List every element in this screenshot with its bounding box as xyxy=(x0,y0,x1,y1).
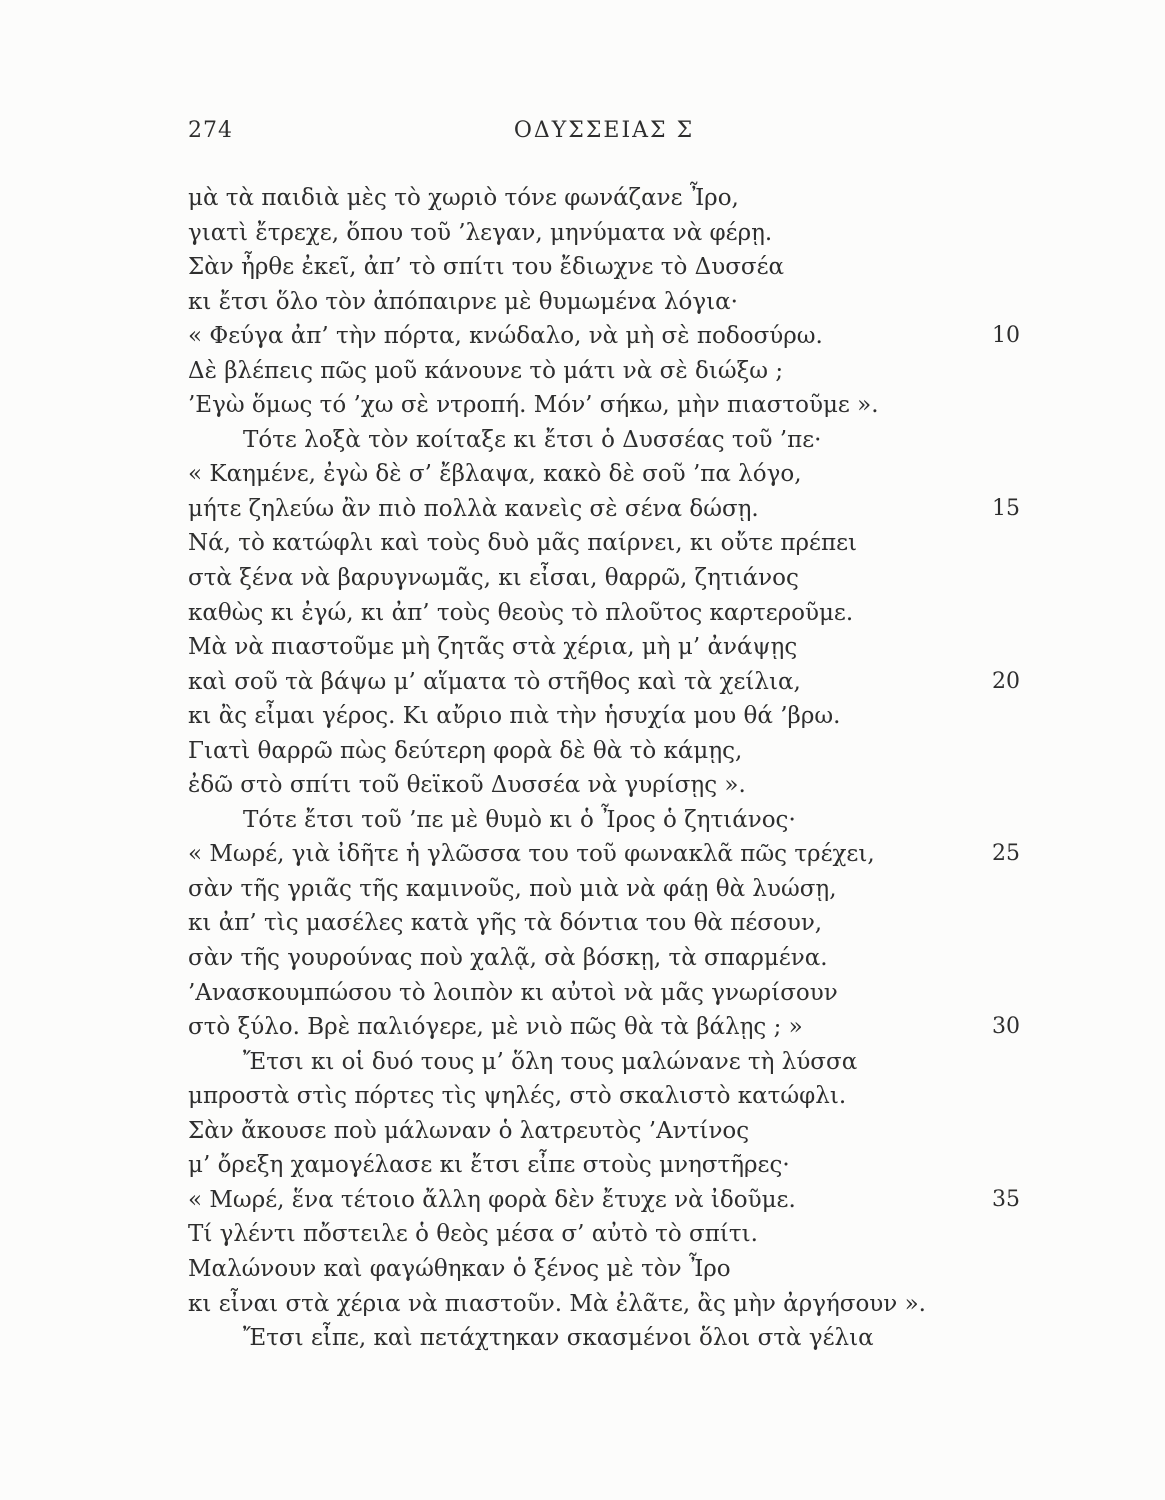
verse-text: μ’ ὄρεξη χαμογέλασε κι ἔτσι εἶπε στοὺς μνηστῆρες· xyxy=(188,1152,790,1179)
verse-line xyxy=(188,250,1020,285)
verse-text: Ἔτσι κι οἱ δυό τους μ’ ὅλη τους μαλώνανε τὴ λύσσα xyxy=(243,1048,858,1075)
verse-line xyxy=(188,1217,1020,1252)
verse-line xyxy=(188,492,1020,527)
verse-text: « Μωρέ, γιὰ ἰδῆτε ἡ γλῶσσα του τοῦ φωνακλᾶ πῶς τρέχει, xyxy=(188,841,875,868)
verse-line xyxy=(188,1148,1020,1183)
verse-text: ’Εγὼ ὅμως τό ’χω σὲ ντροπή. Μόν’ σήκω, μὴν πιαστοῦμε ». xyxy=(188,392,879,419)
verse-line xyxy=(188,630,1020,665)
verse-text: ’Ανασκουμπώσου τὸ λοιπὸν κι αὐτοὶ νὰ μᾶς γνωρίσουν xyxy=(188,979,838,1006)
verse-text: σὰν τῆς γριᾶς τῆς καμινοῦς, ποὺ μιὰ νὰ φάῃ θὰ λυώσῃ, xyxy=(188,875,837,902)
verse-text: Νά, τὸ κατώφλι καὶ τοὺς δυὸ μᾶς παίρνει, κι οὔτε πρέπει xyxy=(188,530,858,557)
verse-line xyxy=(188,388,1020,423)
verse-text: « Φεύγα ἀπ’ τὴν πόρτα, κνώδαλο, νὰ μὴ σὲ ποδοσύρω. xyxy=(188,323,823,350)
verse-text: Τί γλέντι πὄστειλε ὁ θεὸς μέσα σ’ αὐτὸ τὸ σπίτι. xyxy=(188,1221,758,1248)
verse-line xyxy=(188,354,1020,389)
verse-block xyxy=(188,181,1020,1356)
verse-line xyxy=(188,734,1020,769)
verse-line xyxy=(188,1045,1020,1080)
verse-text: Τότε ἔτσι τοῦ ’πε μὲ θυμὸ κι ὁ Ἶρος ὁ ζητιάνος· xyxy=(243,806,796,833)
verse-text: μὰ τὰ παιδιὰ μὲς τὸ χωριὸ τόνε φωνάζανε Ἶρο, xyxy=(188,185,739,211)
verse-line xyxy=(188,423,1020,458)
line-number: 10 xyxy=(992,323,1020,349)
line-number: 15 xyxy=(992,495,1020,521)
verse-line xyxy=(188,285,1020,320)
page-header xyxy=(188,118,1020,158)
verse-text: κι ἀπ’ τὶς μασέλες κατὰ γῆς τὰ δόντια του θὰ πέσουν, xyxy=(188,910,823,937)
verse-text: ἐδῶ στὸ σπίτι τοῦ θεϊκοῦ Δυσσέα νὰ γυρίσῃς ». xyxy=(188,772,746,799)
verse-line xyxy=(188,976,1020,1011)
verse-line xyxy=(188,1079,1020,1114)
verse-line xyxy=(188,319,1020,354)
line-number: 20 xyxy=(992,668,1020,694)
verse-line xyxy=(188,181,1020,216)
verse-line xyxy=(188,906,1020,941)
verse-line xyxy=(188,1010,1020,1045)
verse-line xyxy=(188,665,1020,700)
verse-text: Γιατὶ θαρρῶ πὼς δεύτερη φορὰ δὲ θὰ τὸ κάμῃς, xyxy=(188,737,743,764)
verse-text: καὶ σοῦ τὰ βάψω μ’ αἵματα τὸ στῆθος καὶ τὰ χείλια, xyxy=(188,668,801,695)
verse-line xyxy=(188,1321,1020,1356)
verse-text: μήτε ζηλεύω ἂν πιὸ πολλὰ κανεὶς σὲ σένα δώσῃ. xyxy=(188,495,759,522)
verse-text: Μὰ νὰ πιαστοῦμε μὴ ζητᾶς στὰ χέρια, μὴ μ’ ἀνάψῃς xyxy=(188,634,798,661)
verse-line xyxy=(188,1252,1020,1287)
verse-line xyxy=(188,596,1020,631)
page-number: 274 xyxy=(188,118,233,143)
verse-text: « Μωρέ, ἕνα τέτοιο ἄλλη φορὰ δὲν ἔτυχε νὰ ἰδοῦμε. xyxy=(188,1186,796,1213)
verse-text: Δὲ βλέπεις πῶς μοῦ κάνουνε τὸ μάτι νὰ σὲ διώξω ; xyxy=(188,357,784,384)
verse-text: κι ἔτσι ὅλο τὸν ἀπόπαιρνε μὲ θυμωμένα λόγια· xyxy=(188,288,738,315)
line-number: 30 xyxy=(992,1014,1020,1040)
verse-text: σὰν τῆς γουρούνας ποὺ χαλᾷ, σὰ βόσκῃ, τὰ σπαρμένα. xyxy=(188,945,828,972)
verse-text: κι ἂς εἶμαι γέρος. Κι αὔριο πιὰ τὴν ἡσυχία μου θά ’βρω. xyxy=(188,703,841,730)
verse-text: κι εἶναι στὰ χέρια νὰ πιαστοῦν. Μὰ ἐλᾶτε, ἂς μὴν ἀργήσουν ». xyxy=(188,1290,926,1317)
verse-text: Ἔτσι εἶπε, καὶ πετάχτηκαν σκασμένοι ὅλοι στὰ γέλια xyxy=(243,1325,874,1352)
verse-text: « Καημένε, ἐγὼ δὲ σ’ ἔβλαψα, κακὸ δὲ σοῦ ’πα λόγο, xyxy=(188,461,802,488)
verse-text: Μαλώνουν καὶ φαγώθηκαν ὁ ξένος μὲ τὸν Ἶρο xyxy=(188,1255,731,1282)
verse-line xyxy=(188,457,1020,492)
verse-text: καθὼς κι ἐγώ, κι ἀπ’ τοὺς θεοὺς τὸ πλοῦτος καρτεροῦμε. xyxy=(188,599,854,626)
verse-line xyxy=(188,216,1020,251)
running-title: ΟΔΥΣΣΕΙΑΣ Σ xyxy=(513,118,695,143)
verse-line xyxy=(188,1183,1020,1218)
line-number: 25 xyxy=(992,841,1020,867)
verse-line xyxy=(188,768,1020,803)
verse-text: Τότε λοξὰ τὸν κοίταξε κι ἔτσι ὁ Δυσσέας τοῦ ’πε· xyxy=(243,426,822,453)
verse-line xyxy=(188,803,1020,838)
verse-text: μπροστὰ στὶς πόρτες τὶς ψηλές, στὸ σκαλιστὸ κατώφλι. xyxy=(188,1083,847,1110)
verse-line xyxy=(188,699,1020,734)
verse-text: στὰ ξένα νὰ βαρυγνωμᾶς, κι εἶσαι, θαρρῶ, ζητιάνος xyxy=(188,565,799,592)
line-number: 35 xyxy=(992,1186,1020,1212)
verse-line xyxy=(188,941,1020,976)
verse-line xyxy=(188,1287,1020,1322)
verse-text: Σὰν ἄκουσε ποὺ μάλωναν ὁ λατρευτὸς ’Αντίνος xyxy=(188,1117,750,1144)
verse-line xyxy=(188,837,1020,872)
verse-text: γιατὶ ἔτρεχε, ὅπου τοῦ ’λεγαν, μηνύματα νὰ φέρῃ. xyxy=(188,219,773,246)
verse-line xyxy=(188,1114,1020,1149)
verse-text: Σὰν ἦρθε ἐκεῖ, ἀπ’ τὸ σπίτι του ἔδιωχνε τὸ Δυσσέα xyxy=(188,254,785,281)
verse-line xyxy=(188,872,1020,907)
verse-line xyxy=(188,526,1020,561)
verse-line xyxy=(188,561,1020,596)
verse-text: στὸ ξύλο. Βρὲ παλιόγερε, μὲ νιὸ πῶς θὰ τὰ βάλῃς ; » xyxy=(188,1014,803,1041)
